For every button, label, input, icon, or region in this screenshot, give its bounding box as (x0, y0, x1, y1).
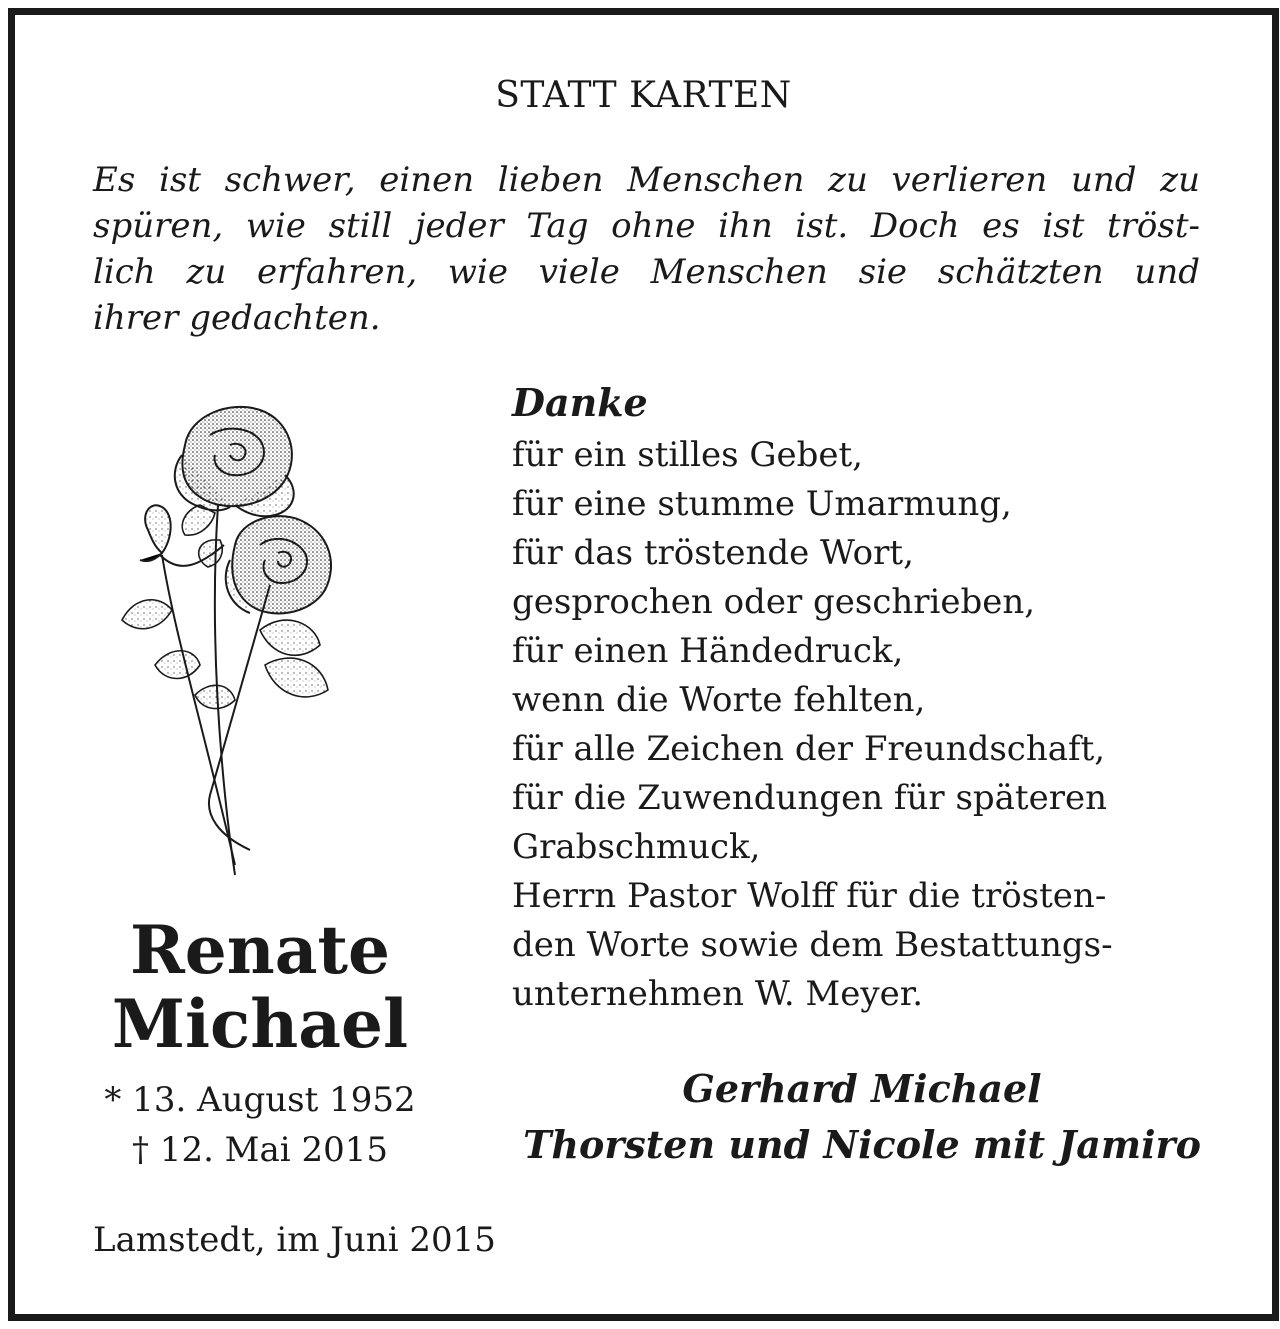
place-and-date: Lamstedt, im Juni 2015 (93, 1220, 496, 1260)
thanks-line: Grabschmuck, (512, 827, 761, 867)
thanks-line: für die Zuwendungen für späteren (512, 778, 1107, 818)
family-member: Gerhard Michael (682, 1066, 1042, 1111)
family-signature (512, 1061, 1212, 1173)
intro-text (93, 157, 1200, 341)
thanks-line: unternehmen W. Meyer. (512, 974, 924, 1014)
thanks-line: für eine stumme Umarmung, (512, 484, 1012, 524)
birth-date: * 13. August 1952 (104, 1080, 416, 1120)
thanks-line: Herrn Pastor Wolff für die trösten- (512, 876, 1107, 916)
rose-bouquet-icon (100, 395, 350, 885)
thanks-title: Danke (512, 380, 648, 425)
header-statt-karten: STATT KARTEN (495, 75, 792, 116)
intro-line: lich zu erfahren, wie viele Menschen sie schätzten und (93, 252, 1200, 292)
thanks-line: für alle Zeichen der Freundschaft, (512, 729, 1106, 769)
intro-line: spüren, wie still jeder Tag ohne ihn ist. Doch es ist tröst- (93, 206, 1200, 246)
thanks-line: wenn die Worte fehlten, (512, 680, 926, 720)
deceased-name (75, 913, 445, 1061)
deceased-first-name: Renate (129, 911, 391, 989)
death-date: † 12. Mai 2015 (132, 1130, 388, 1170)
thanks-line: für einen Händedruck, (512, 631, 904, 671)
intro-line: Es ist schwer, einen lieben Menschen zu verlieren und zu (93, 160, 1200, 200)
thanks-line: gesprochen oder geschrieben, (512, 582, 1036, 622)
thanks-line: für das tröstende Wort, (512, 533, 914, 573)
life-dates (75, 1075, 445, 1175)
thanks-section (512, 377, 1212, 1019)
deceased-last-name: Michael (111, 985, 409, 1063)
family-member: Thorsten und Nicole mit Jamiro (523, 1122, 1201, 1167)
thanks-line: für ein stilles Gebet, (512, 435, 863, 475)
obituary-frame (8, 8, 1279, 1321)
intro-line: ihrer gedachten. (93, 298, 381, 338)
thanks-line: den Worte sowie dem Bestattungs- (512, 925, 1113, 965)
